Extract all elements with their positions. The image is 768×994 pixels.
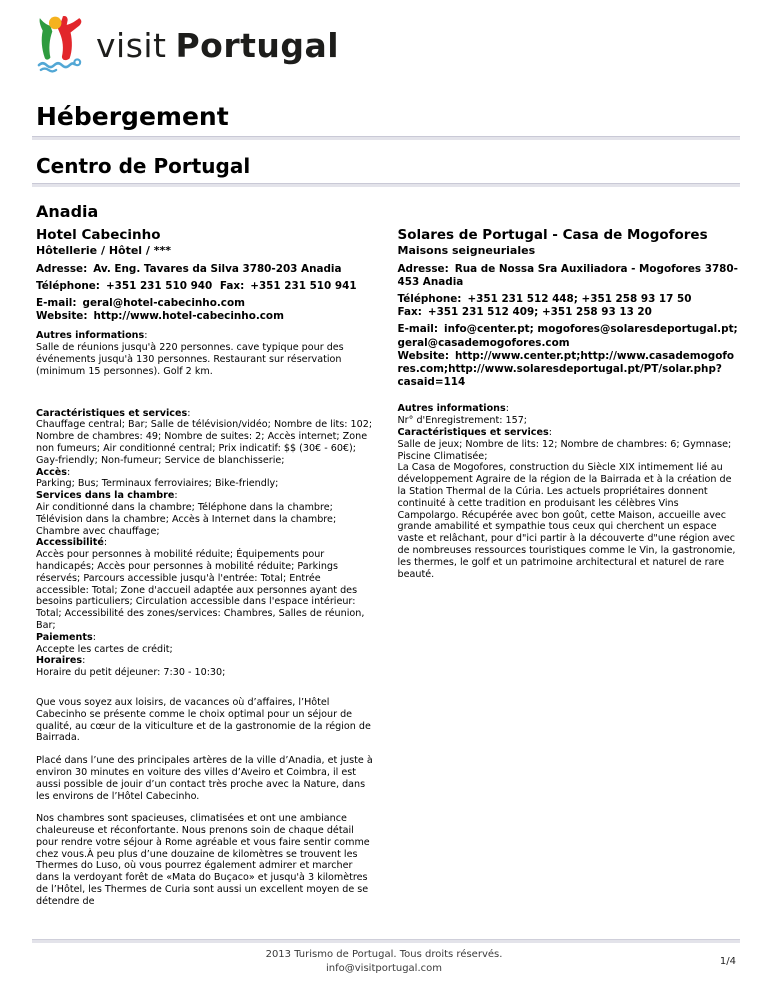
section-caracteristiques — [36, 408, 377, 467]
section-label: Caractéristiques et services : — [398, 427, 739, 439]
email-link[interactable]: geral@hotel-cabecinho.com — [82, 297, 245, 309]
page-footer — [0, 948, 768, 975]
phone-value: +351 231 510 940 — [105, 279, 213, 292]
listing-email-website — [398, 323, 739, 389]
footer-email[interactable]: info@visitportugal.com — [326, 962, 442, 974]
section-caracteristiques — [398, 427, 739, 462]
section-text: Air conditionné dans la chambre; Téléphone dans la chambre; Télévision dans la chambre; Accès à Internet dans la chambre; Chambre avec chauffage; — [36, 501, 337, 537]
website-link[interactable]: http://www.center.pt;http://www.casademogofores.com;http://www.solaresdeportugal.pt/PT/solar.php?casaid=114 — [397, 349, 735, 389]
section-label: Caractéristiques et services : — [36, 408, 377, 420]
phone-label: Téléphone: — [397, 293, 462, 305]
page-number: 1/4 — [719, 956, 736, 967]
section-text: Accès pour personnes à mobilité réduite; Équipements pour handicapés; Accès pour personnes à mobilité réduite; Parkings réservés; Parcours accessible jusqu'à l'entrée: Total; Entrée accessible: Total; Zone d'accueil adaptée aux personnes ayant des besoins particuliers; Circulation accessible dans l'espace intérieur: Total; Accessibilité des zones/services: Chambres, Salles de réunion, Bar; — [36, 549, 365, 631]
listing-description: La Casa de Mogofores, construction du Siècle XIX intimement lié au développement Agraire de la région de la Bairrada et à la création de la Station Thermal de la Cúria. Les actuels propriétaires donnent continuité à cette tradition en produisant les célèbres Vins Campolargo. Récupérée avec bon goût, cette Maison, accueille avec grande amabilité et sympathie tous ceux qui cherchent un espace vaste et relâchant, pour d"ici partir à la découverte d"une région avec de nombreuses ressources touristiques comme le Vin, la gastronomie, les thermes, le golf et un patrimoine architectural et naturel de rare beauté. — [397, 462, 736, 580]
section-label: Accès : — [36, 467, 377, 479]
address-label: Adresse: — [36, 262, 88, 275]
section-autres-informations — [36, 330, 377, 377]
logo-visit-text: visit — [96, 25, 167, 65]
website-label: Website: — [36, 310, 88, 323]
email-label: E-mail: — [397, 323, 439, 336]
listing-casa-de-mogofores — [398, 229, 739, 580]
document-page — [36, 0, 738, 919]
website-label: Website: — [397, 349, 449, 362]
listing-name: Hotel Cabecinho — [36, 227, 161, 243]
section-text: Nr° d'Enregistrement: 157; — [397, 415, 528, 427]
visit-portugal-logo — [96, 26, 339, 65]
section-autres-informations — [398, 403, 739, 427]
listing-phone-fax — [36, 280, 377, 293]
turismo-de-portugal-figure-icon — [36, 14, 84, 76]
page-title: Hébergement — [36, 102, 229, 131]
description-paragraph: Que vous soyez aux loisirs, de vacances où d’affaires, l’Hôtel Cabecinho se présente comme le choix optimal pour un séjour de qualité, au cœur de la viticulture et de la gastronomie de la région de Bairrada. — [36, 696, 371, 744]
logo-portugal-text: Portugal — [175, 25, 340, 65]
listing-description — [36, 697, 377, 908]
email-label: E-mail: — [36, 297, 77, 309]
section-label: Horaires : — [36, 655, 377, 667]
listing-category: Maisons seigneuriales — [397, 243, 536, 257]
section-text: Chauffage central; Bar; Salle de télévision/vidéo; Nombre de lits: 102; Nombre de chambres: 49; Nombre de suites: 2; Accès internet; Zone non fumeurs; Air conditionné central; Prix indicatif: $$ (30€ - 60€); Gay-friendly; Non-fumeur; Service de blanchisserie; — [36, 419, 373, 466]
section-label: Autres informations : — [36, 330, 377, 342]
site-header — [36, 14, 738, 76]
divider — [32, 939, 740, 943]
email-link[interactable]: info@center.pt; mogofores@solaresdeportugal.pt; geral@casademogofores.com — [397, 323, 738, 349]
listing-address — [398, 263, 739, 289]
section-text: Salle de jeux; Nombre de lits: 12; Nombre de chambres: 6; Gymnase; Piscine Climatisée; — [397, 438, 732, 462]
listing-details — [36, 330, 377, 679]
section-label: Autres informations : — [398, 403, 739, 415]
description-paragraph: Placé dans l’une des principales artères de la ville d’Anadia, et juste à environ 30 minutes en voiture des villes d’Aveiro et Coimbra, il est aussi possible de jouir d’un contact très proche avec la Nature, dans les environs de l’Hôtel Cabecinho. — [36, 755, 373, 802]
listing-name: Solares de Portugal - Casa de Mogofores — [397, 227, 708, 243]
section-text: Horaire du petit déjeuner: 7:30 - 10:30; — [36, 667, 226, 679]
fax-value: +351 231 512 409; +351 258 93 13 20 — [427, 306, 652, 319]
description-paragraph: Nos chambres sont spacieuses, climatisées et ont une ambiance chaleureuse et réconfortante. Nous prenons soin de chaque détail pour rendre votre séjour à Rome agréable et vous faire sentir comme chez vous.À peu plus d’une douzaine de kilomètres se trouvent les Thermes do Luso, où vous pourrez également admirer et marcher dans la verdoyant forêt de «Mata do Buçaco» et jusqu'à 3 kilomètres de l’Hôtel, les Thermes de Curia sont aussi un excellent moyen de se détendre de — [36, 813, 370, 907]
section-horaires — [36, 655, 377, 679]
listings-columns — [36, 229, 738, 919]
section-services-chambre — [36, 490, 377, 537]
address-label: Adresse: — [397, 262, 449, 275]
section-acces — [36, 467, 377, 491]
listing-email-website — [36, 297, 377, 323]
listing-details — [398, 403, 739, 580]
section-label: Services dans la chambre : — [36, 490, 377, 502]
section-label: Accessibilité : — [36, 537, 377, 549]
section-accessibilite — [36, 537, 377, 631]
footer-copyright: 2013 Turismo de Portugal. Tous droits réservés. — [265, 949, 503, 960]
section-text: Parking; Bus; Terminaux ferroviaires; Bike-friendly; — [36, 478, 279, 490]
section-text: Salle de réunions jusqu'à 220 personnes. cave typique pour des événements jusqu'à 130 personnes. Restaurant sur réservation (minimum 15 personnes). Golf 2 km. — [36, 342, 344, 377]
section-paiements — [36, 632, 377, 656]
region-title: Centro de Portugal — [36, 154, 251, 178]
fax-label: Fax: — [397, 306, 422, 319]
address-value: Av. Eng. Tavares da Silva 3780-203 Anadia — [93, 262, 342, 275]
listing-phone-fax — [398, 293, 739, 319]
city-title: Anadia — [36, 202, 99, 221]
phone-label: Téléphone: — [36, 279, 100, 292]
fax-value: +351 231 510 941 — [250, 279, 357, 292]
phone-value: +351 231 512 448; +351 258 93 17 50 — [467, 293, 692, 305]
section-text: Accepte les cartes de crédit; — [36, 643, 173, 655]
fax-label: Fax: — [219, 279, 245, 292]
listing-category: Hôtellerie / Hôtel / *** — [36, 243, 172, 257]
section-label: Paiements : — [36, 632, 377, 644]
divider — [32, 136, 740, 140]
divider — [32, 183, 740, 187]
listing-address — [36, 263, 377, 276]
address-value: Rua de Nossa Sra Auxiliadora - Mogofores 3780-453 Anadia — [397, 262, 738, 288]
website-link[interactable]: http://www.hotel-cabecinho.com — [93, 310, 284, 323]
listing-hotel-cabecinho — [36, 229, 377, 919]
